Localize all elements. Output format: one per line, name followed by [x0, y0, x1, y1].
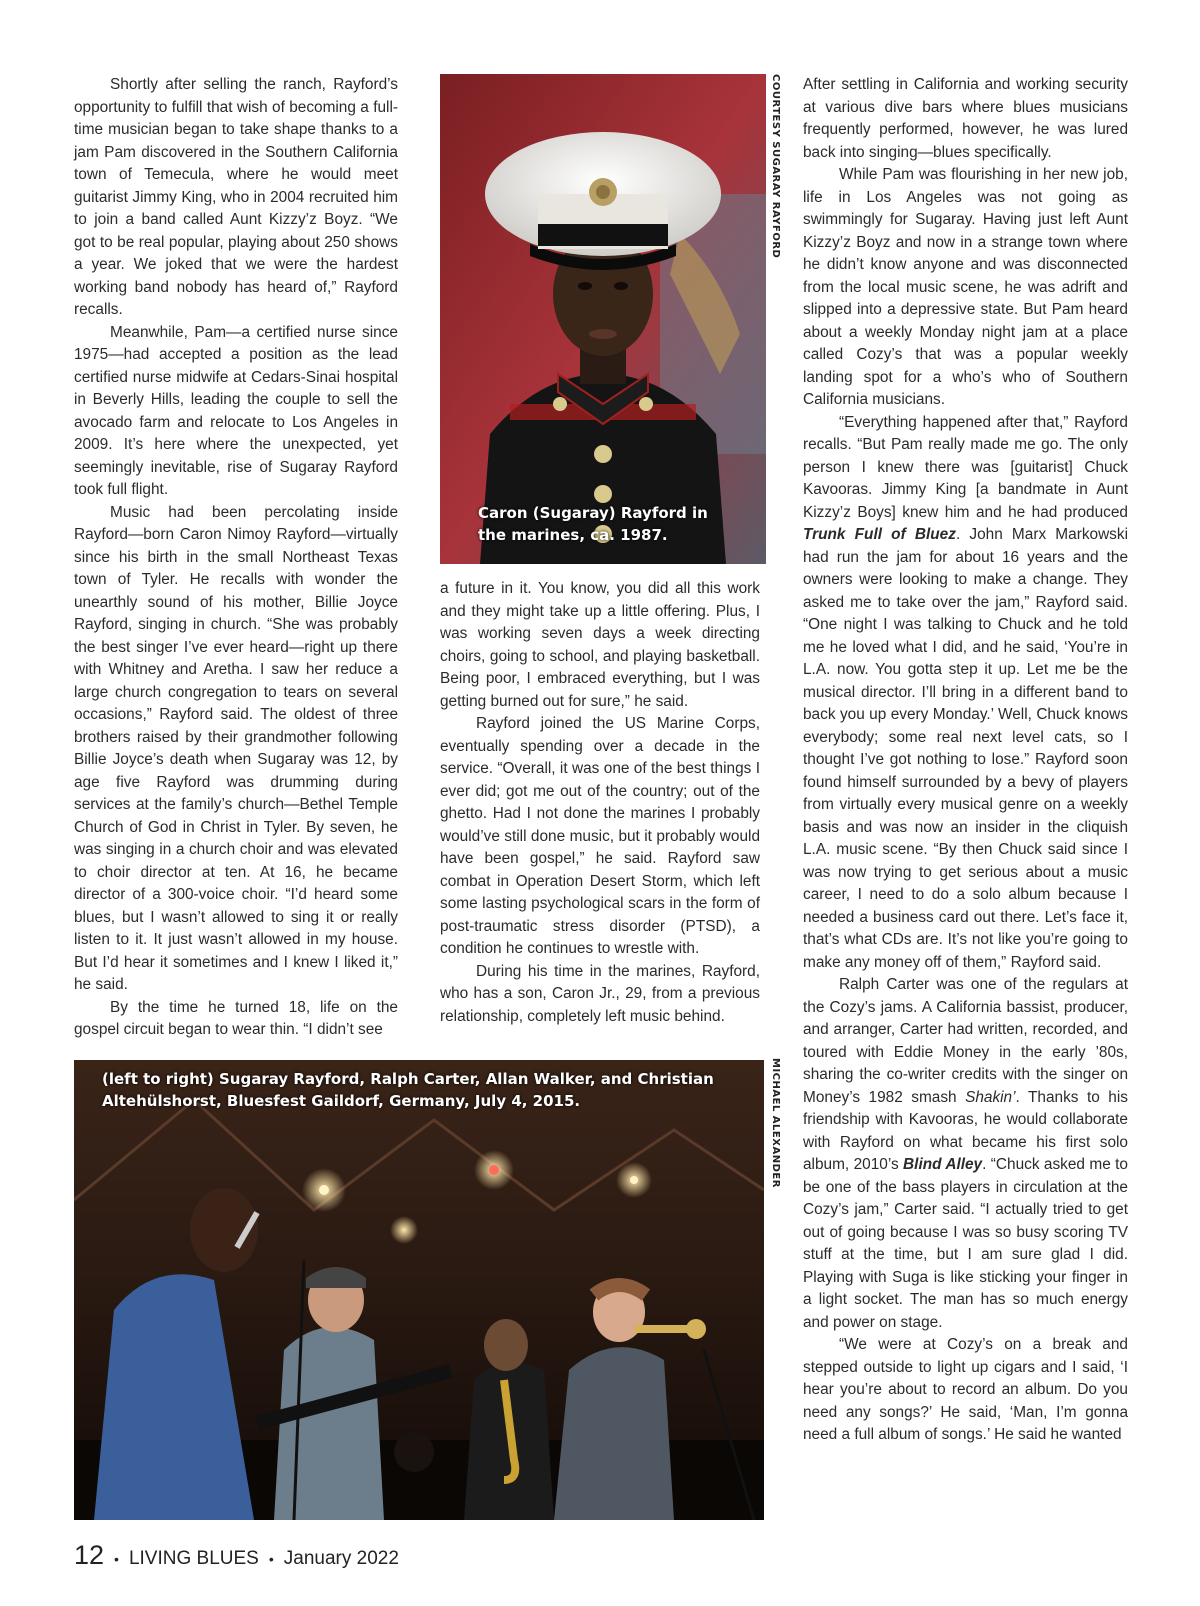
- magazine-name: LIVING BLUES: [128, 1548, 259, 1569]
- paragraph: Rayford joined the US Marine Corps, eventually spending over a decade in the service. “Overall, it was one of the best things I ever did; got me out of the country; out of the ghetto. Had I not done the marines I probably would’ve still done music, but it probably would have been gospel,” he said. Rayford saw combat in Operation Desert Storm, which left some lasting psychological scars in the form of post-traumatic stress disorder (PTSD), a condition he continues to wrestle with.: [440, 715, 760, 957]
- photo-caption: Caron (Sugaray) Rayford in the marines, ca. 1987.: [478, 504, 708, 544]
- marine-portrait-photo: [440, 74, 766, 564]
- paragraph: “We were at Cozy’s on a break and stepped outside to light up cigars and I said, ‘I hear you’re about to record an album. Do you need any songs?’ He said, ‘Man, I’m gonna need a full album of songs.’ He said he wanted: [803, 1336, 1128, 1443]
- text-run: . John Marx Markowski had run the jam for about 16 years and the owners were looking to make a change. They asked me to take over the jam,” Rayford said. “One night I was talking to Chuck and he told me he loved what I did, and he said, ‘You’re in L.A. now. You gotta step it up. Let me be the musical director. I’ll bring in a different band to back you up every Monday.’ Well, Chuck knows everybody; some real next level cats, so I thought I’ve got nothing to lose.” Rayford soon found himself surrounded by a bevy of players from virtually every musical genre on a weekly basis and was now an insider in the cliquish L.A. music scene. “By then Chuck said since I was now trying to get serious about a music career, I need to do a solo album because I needed a business card out there. Let’s face it, that’s what CDs are. It’s not like you’re going to make any money off of them,” Rayford said.: [803, 526, 1128, 971]
- paragraph: Meanwhile, Pam—a certified nurse since 1975—had accepted a position as the lead certified nurse midwife at Cedars-Sinai hospital in Beverly Hills, leading the couple to sell the avocado farm and relocate to Los Angeles in 2009. It’s here where the unexpected, yet seemingly inevitable, rise of Sugaray Rayford took full flight.: [74, 323, 398, 498]
- photo-credit: MICHAEL ALEXANDER: [770, 1058, 781, 1188]
- text-run: “Everything happened after that,” Rayford recalls. “But Pam really made me go. The only person I knew there was [guitarist] Chuck Kavooras. Jimmy King [a bandmate in Aunt Kizzy’z Boys] knew him and he had produced: [803, 413, 1128, 521]
- paragraph: Shortly after selling the ranch, Rayford’s opportunity to fulfill that wish of becoming a full-time musician began to take shape thanks to a jam Pam discovered in the Southern California town of Temecula, where he would meet guitarist Jimmy King, who in 2004 recruited him to join a band called Aunt Kizzy’z Boyz. “We got to be real popular, playing about 250 shows a year. We joked that we were the hardest working band nobody has heard of,” Rayford recalls.: [74, 76, 398, 318]
- separator-bullet: •: [268, 1551, 274, 1567]
- album-title: Blind Alley: [903, 1156, 983, 1173]
- paragraph: During his time in the marines, Rayford, who has a son, Caron Jr., 29, from a previous relationship, completely left music behind.: [440, 962, 760, 1025]
- article-column-3: [803, 74, 1128, 1447]
- article-column-2: [440, 578, 760, 1028]
- article-column-1: [74, 74, 398, 1042]
- song-title: Shakin’: [965, 1088, 1016, 1106]
- photo-caption: (left to right) Sugaray Rayford, Ralph Carter, Allan Walker, and Christian Altehülshorst, Bluesfest Gaildorf, Germany, July 4, 2015.: [102, 1070, 714, 1110]
- text-run: . Thanks to his friendship with Kavooras, he would collaborate with Rayford on what became his first solo album, 2010’s: [803, 1088, 1128, 1173]
- issue-date: January 2022: [283, 1548, 399, 1569]
- text-run: . “Chuck asked me to be one of the bass players in circulation at the Cozy’s jam,” Carter said. “I actually tried to get out of going because I was so busy scoring TV stuff at the time, but I am sure glad I did. Playing with Suga is like sticking your finger in a light socket. The man has so much energy and power on stage.: [803, 1156, 1128, 1331]
- paragraph: While Pam was flourishing in her new job, life in Los Angeles was not going as swimmingly for Sugaray. Having just left Aunt Kizzy’z Boyz and now in a strange town where he didn’t know anyone and was disconnected from the local music scene, he was adrift and slipped into a depressive state. But Pam heard about a weekly Monday night jam at a place called Cozy’s that was a popular weekly landing spot for a who’s who of Southern California musicians.: [803, 166, 1128, 408]
- paragraph: After settling in California and working security at various dive bars where blues musicians frequently performed, however, he was lured back into singing—blues specifically.: [803, 76, 1128, 161]
- paragraph: By the time he turned 18, life on the gospel circuit began to wear thin. “I didn’t see: [74, 998, 398, 1038]
- paragraph: [803, 412, 1128, 975]
- portrait-image: [440, 74, 766, 564]
- paragraph: [803, 974, 1128, 1334]
- paragraph: a future in it. You know, you did all this work and they might take up a little offering. Plus, I was working seven days a week directing choirs, going to school, and playing basketball. Being poor, I embraced everything, but I was getting burned out for sure,” he said.: [440, 580, 760, 710]
- page-footer: [74, 1540, 399, 1571]
- page-number: 12: [74, 1540, 105, 1570]
- album-title: Trunk Full of Bluez: [803, 526, 956, 543]
- photo-credit: COURTESY SUGARAY RAYFORD: [770, 74, 781, 259]
- paragraph: Music had been percolating inside Rayford—born Caron Nimoy Rayford—virtually since his birth in the small Northeast Texas town of Tyler. He recalls with wonder the unearthly sound of his mother, Billie Joyce Rayford, singing in church. “She was probably the best singer I’ve ever heard—right up there with Whitney and Aretha. I saw her reduce a large church congregation to tears on several occasions,” Rayford said. The oldest of three brothers raised by their grandmother following Billie Joyce’s death when Sugaray was 12, by age five Rayford was drumming during services at the family’s church—Bethel Temple Church of God in Christ in Tyler. By seven, he was singing in a church choir and was elevated to choir director at ten. At 16, he became director of a 300-voice choir. “I’d heard some blues, but I wasn’t allowed to sing it or really listen to it. It just wasn’t allowed in my house. But I’d hear it sometimes and I knew I liked it,” he said.: [74, 503, 398, 993]
- concert-image: [74, 1060, 764, 1520]
- text-run: Ralph Carter was one of the regulars at the Cozy’s jams. A California bassist, producer, and arranger, Carter had written, recorded, and toured with Eddie Money in the early ’80s, sharing the co-writer credits with the singer on Money’s 1982 smash: [803, 976, 1128, 1106]
- separator-bullet: •: [114, 1551, 119, 1567]
- concert-photo: [74, 1060, 764, 1520]
